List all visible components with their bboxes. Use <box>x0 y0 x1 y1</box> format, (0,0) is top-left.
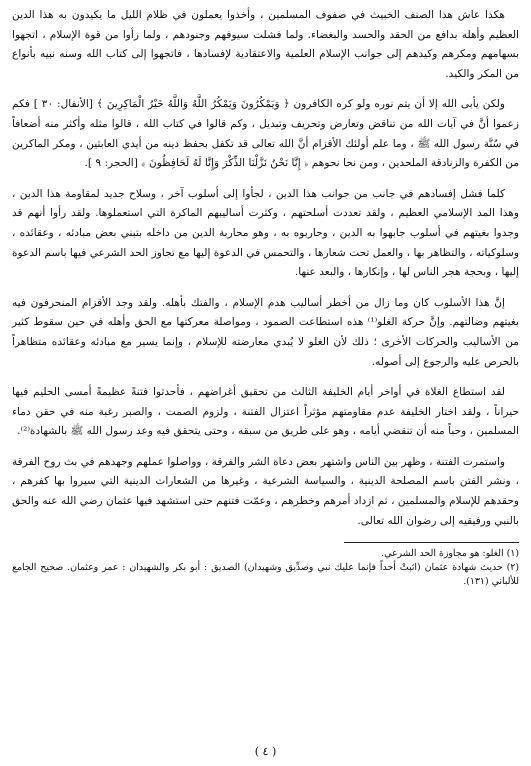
paragraph-6: واستمرت الفتنة ، وظهر بين الناس واشتهر بعض دعاة الشر والفرقة ، وواصلوا عملهم وجهدهم في بث روح الفرقة ، ونشر الفتن باسم المصلحة الدينية ، والسياسة الشرعية ، وغيرها من الشعارات الدينية التي سيروا بها كفرهم ، وحقدهم للإسلام والمسلمين ، ثم ازداد أمرهم وخطرهم ، وعمّت فتنهم حتى استشهد فيها عثمان رضي الله عنه والحق بالنبي ورفيقيه إلى رضوان الله تعالى. <box>12 455 519 527</box>
footnotes <box>12 547 519 589</box>
footnote-2: (٢) حديث شهادة عثمان (اثبتْ أحداً فإنما عليك نبي وصدِّيق وشهيدان) الصديق : أبو بكر والشهيدان : عمر وعثمان. صحيح الجامع للألباني (١٣١). <box>12 562 519 588</box>
paragraph-2: ولكن يأبى الله إلا أن يتم نوره ولو كره الكافرون ﴿ وَيَمْكُرُونَ وَيَمْكُرُ اللَّهُ وَاللَّهُ خَيْرُ الْمَاكِرِينَ ﴾ [الأنفال: ٣٠ ] فكم زعموا أنَّ في آيات الله من تناقض وتعارض وتحريف وتبديل ، وكم قالوا في كتاب الله ، قالوا مثله وأكثر منه أضعافاً في سُنَّة رسول الله ﷺ ، وما علم أولئك الأقزام أنَّ الله تعالى قد تكفل بحفظ دينه من أيدي العابثين ، ومكر الماكرين من الكفرة والزنادقة الملحدين ، ومن نحا نحوهم ﴿ إِنَّا نَحْنُ نَزَّلْنَا الذِّكْرَ وَإِنَّا لَهُ لَحَافِظُونَ ﴾ [الحجر: ٩ ]. <box>12 98 519 170</box>
paragraph-5: لقد استطاع الغلاة في أواخر أيام الخليفة الثالث من تحقيق أغراضهم ، فأحدثوا فتنةً عظيمةً أمسى الحليم فيها حيراناً ، ولقد اختار الخليفة عدم مقاومتهم مؤثراً اعتزال الفتنة ، ولزوم الصمت ، والصبر رغبة منه في حقن دماء المسلمين ، وحباً منه أن تنقضي أيامه ، وهو على طريق من سبقه ، وحتى يتحقق فيه وعد رسول الله ﷺ بالشهادة⁽²⁾. <box>12 386 519 438</box>
footnote-divider <box>344 542 519 543</box>
paragraph-3: كلما فشل إفسادهم في جانب من جوانب هذا الدين ، لجأوا إلى أسلوب آخر ، وسلاح جديد لمقاومة هذا الدين ، وهذا المد الإسلامي العظيم ، ولقد تعددت أسلحتهم ، وكثرت أساليبهم الماكرة التي استعملوها. ولقد رأوا أنهم قد وجدوا بغيتهم في أسلوب جابهوا به الدين ، وحاربوه به ، وهو محاربة الدين من داخله بتبني بعض مبادئه ، وعقائده ، وسلوكياته ، والتظاهر بها ، والعمل تحت شعارها ، والتحمس في الدعوة إليها مع تجاوز الحد الشرعي فيها باسم الدعوة إليها ، وبحجة هجر الناس لها ، وإنكارها ، والبعد عنها. <box>12 187 519 279</box>
paragraph-4: إنَّ هذا الأسلوب كان وما زال من أخطر أساليب هدم الإسلام ، والفتك بأهله. ولقد وجد الأقزام المنحرفون فيه بغيتهم وضالتهم. وإنَّ حركة الغلو⁽¹⁾ هذه استطاعت الصمود ، ومواصلة معركتها مع الحق وأهله في حين سقوط كثير من الأساليب والحركات الأخرى ؛ ذلك لأن الغلو لا يُبدي معارضته للإسلام ، وإنما يسير مع مبادئه وعقائده متظاهراً بالحرص عليه والرجوع إلى أصوله. <box>12 296 519 368</box>
paragraph-1: هكذا عاش هذا الصنف الخبيث في صفوف المسلمين ، وأخذوا يعملون في ظلام الليل ما يكيدون به هذا الدين العظيم وأهله بدافع من الحقد والحسد والبغضاء. ولما فشلت سيوفهم وجنودهم ، ولما رأوا من قوة الإسلام ، اتجهوا بسهامهم ومكرهم وكيدهم إلى جوانب الإسلام العلمية والاعتقادية لإفسادها ، فاتجهوا إلى كتاب الله وسنه نبيه بأنواع من المكر والكيد. <box>12 9 519 80</box>
footnote-1: (١) الغلو: هو مجاوزة الحد الشرعي. <box>381 548 519 560</box>
body-text <box>12 6 519 531</box>
page-number: ( ٤ ) <box>254 745 277 758</box>
